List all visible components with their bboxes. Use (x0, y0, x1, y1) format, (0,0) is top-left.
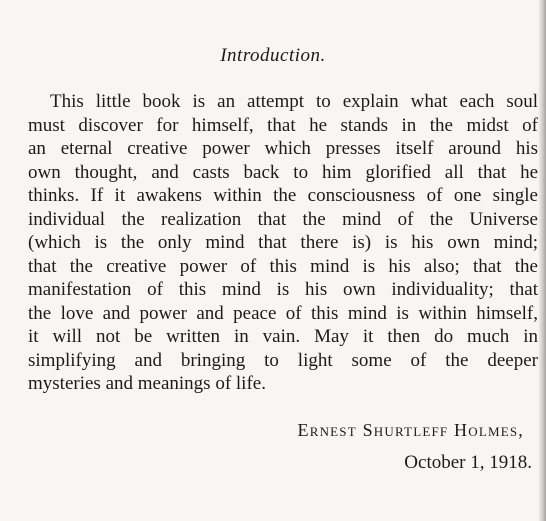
paragraph-line: that the creative power of this mind is his also; that the (28, 255, 538, 277)
paragraph-line: own thought, and casts back to him glorified all that he (28, 161, 538, 183)
introduction-paragraph (28, 90, 538, 396)
paragraph-line: manifestation of this mind is his own individuality; that (28, 279, 538, 300)
paragraph-line: thinks. If it awakens within the consciousness of one single (28, 185, 538, 206)
paragraph-line: must discover for himself, that he stands in the midst of (28, 114, 538, 136)
paragraph-line: simplifying and bringing to light some of the deeper (28, 349, 538, 371)
date-line: October 1, 1918. (404, 452, 532, 473)
paragraph-line: it will not be written in vain. May it then do much in (28, 326, 538, 347)
paragraph-line: (which is the only mind that there is) is his own mind; (28, 232, 538, 253)
author-signature: Ernest Shurtleff Holmes, (297, 420, 524, 440)
paragraph-line: the love and power and peace of this mind is within himself, (28, 302, 538, 324)
paragraph-line: an eternal creative power which presses itself around his (28, 138, 538, 159)
paragraph-line: mysteries and meanings of life. (28, 373, 266, 394)
paragraph-line: This little book is an attempt to explain what each soul (50, 91, 538, 112)
page-edge-shadow (538, 0, 546, 521)
paragraph-line: individual the realization that the mind of the Universe (28, 208, 538, 230)
page-heading: Introduction. (220, 45, 326, 66)
